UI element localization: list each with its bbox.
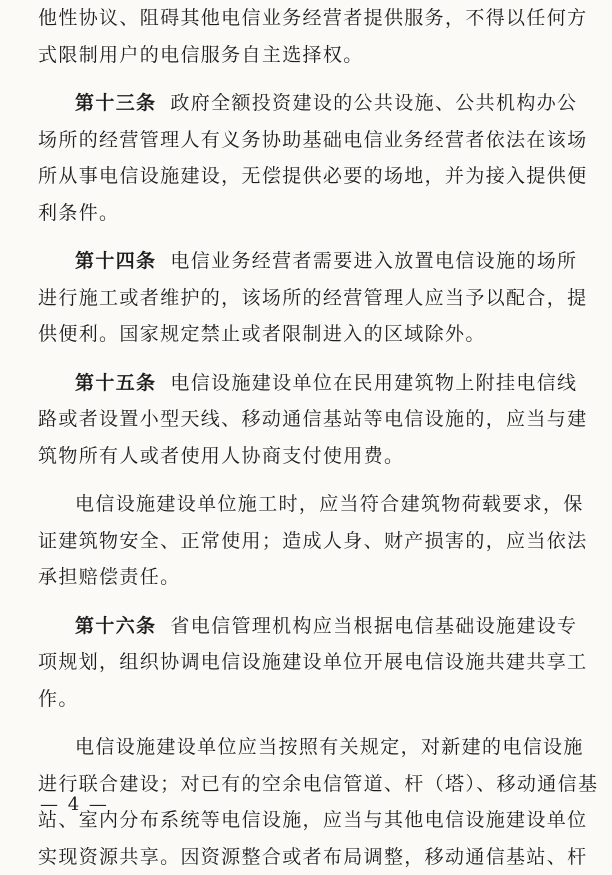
text-line: 承担赔偿责任。 <box>38 559 586 596</box>
text-line: 证建筑物安全、正常使用；造成人身、财产损害的，应当依法 <box>38 523 586 560</box>
article-heading: 第十四条 <box>75 250 156 272</box>
text-line: 进行联合建设；对已有的空余电信管道、杆（塔）、移动通信基 <box>38 766 586 803</box>
text-line: 电信业务经营者需要进入放置电信设施的场所 <box>170 250 577 272</box>
text-line: 电信设施建设单位施工时，应当符合建筑物荷载要求，保 <box>38 486 586 523</box>
text-line: 政府全额投资建设的公共设施、公共机构办公 <box>170 92 577 114</box>
text-line: 站、室内分布系统等电信设施，应当与其他电信设施建设单位 <box>38 802 586 839</box>
article-heading: 第十五条 <box>75 372 156 394</box>
page-number: — 4 — <box>40 794 109 815</box>
text-line: 所从事电信设施建设，无偿提供必要的场地，并为接入提供便 <box>38 158 586 195</box>
text-line: 利条件。 <box>38 195 586 232</box>
document-body <box>38 0 586 875</box>
text-line: 供便利。国家规定禁止或者限制进入的区域除外。 <box>38 316 586 353</box>
article-15-first-line <box>38 365 586 402</box>
text-line: 他性协议、阻碍其他电信业务经营者提供服务，不得以任何方 <box>38 0 586 37</box>
text-line: 实现资源共享。因资源整合或者布局调整，移动通信基站、杆 <box>38 839 586 875</box>
text-line: 场所的经营管理人有义务协助基础电信业务经营者依法在该场 <box>38 122 586 159</box>
article-heading: 第十三条 <box>75 92 156 114</box>
text-line: 项规划，组织协调电信设施建设单位开展电信设施共建共享工 <box>38 644 586 681</box>
text-line: 电信设施建设单位在民用建筑物上附挂电信线 <box>170 372 577 394</box>
text-line: 筑物所有人或者使用人协商支付使用费。 <box>38 438 586 475</box>
text-line: 路或者设置小型天线、移动通信基站等电信设施的，应当与建 <box>38 401 586 438</box>
article-16-first-line <box>38 608 586 645</box>
text-line: 作。 <box>38 681 586 718</box>
text-line: 式限制用户的电信服务自主选择权。 <box>38 37 586 74</box>
text-line: 进行施工或者维护的，该场所的经营管理人应当予以配合，提 <box>38 280 586 317</box>
text-line: 省电信管理机构应当根据电信基础设施建设专 <box>170 615 577 637</box>
article-heading: 第十六条 <box>75 615 156 637</box>
article-13-first-line <box>38 85 586 122</box>
text-line: 电信设施建设单位应当按照有关规定，对新建的电信设施 <box>38 729 586 766</box>
article-14-first-line <box>38 243 586 280</box>
